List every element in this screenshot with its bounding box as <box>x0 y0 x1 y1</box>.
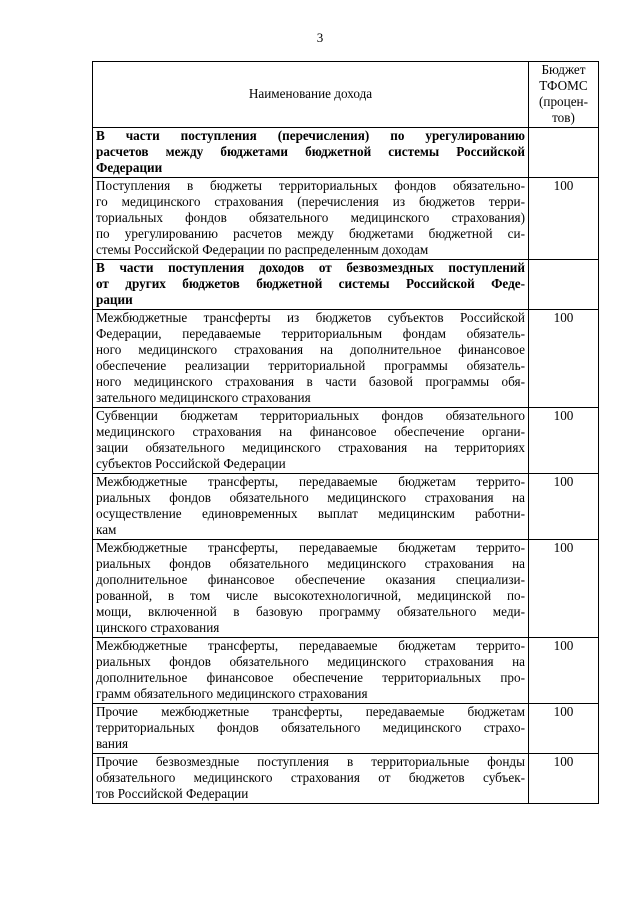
table-row <box>93 178 599 260</box>
page-number: 3 <box>316 30 324 45</box>
table-row <box>93 638 599 704</box>
row-value: 100 <box>529 310 599 408</box>
row-value: 100 <box>529 178 599 260</box>
table-row <box>93 408 599 474</box>
income-item: Межбюджетные трансферты из бюджетов субъектов Российской Федерации, передаваемые территориальным фондам обязатель- ного медицинского страхования на дополнительное финансовое обеспечение реализации территориальной программы обязатель- ного медицинского страхования в части базовой программы обя- зательного медицинского страхования <box>93 310 529 408</box>
header-budget-text: Бюджет ТФОМС (процен- тов) <box>539 62 588 125</box>
row-value: 100 <box>529 474 599 540</box>
income-item: Прочие межбюджетные трансферты, передаваемые бюджетам территориальных фондов обязательного медицинского страхо- вания <box>93 704 529 754</box>
income-item: Прочие безвозмездные поступления в территориальные фонды обязательного медицинского страхования от бюджетов субъек- тов Российской Федерации <box>93 754 529 804</box>
row-value: 100 <box>529 704 599 754</box>
income-item: Межбюджетные трансферты, передаваемые бюджетам террито- риальных фондов обязательного медицинского страхования на осуществление единовременных выплат медицинским работни- кам <box>93 474 529 540</box>
row-value: 100 <box>529 638 599 704</box>
section-heading: В части поступления доходов от безвозмездных поступлений от других бюджетов бюджетной системы Российской Феде- рации <box>93 260 529 310</box>
table-row <box>93 128 599 178</box>
income-item: Межбюджетные трансферты, передаваемые бюджетам террито- риальных фондов обязательного медицинского страхования на дополнительное финансовое обеспечение территориальных про- грамм обязательного медицинского страхования <box>93 638 529 704</box>
header-budget-percent <box>529 62 599 128</box>
table-row <box>93 310 599 408</box>
table-row <box>93 540 599 638</box>
row-value <box>529 128 599 178</box>
row-value <box>529 260 599 310</box>
section-heading: В части поступления (перечисления) по урегулированию расчетов между бюджетами бюджетной системы Российской Федерации <box>93 128 529 178</box>
table-row <box>93 754 599 804</box>
income-item: Субвенции бюджетам территориальных фондов обязательного медицинского страхования на финансовое обеспечение органи- зации обязательного медицинского страхования на территориях субъектов Российской Федерации <box>93 408 529 474</box>
header-income-name: Наименование дохода <box>93 62 529 128</box>
table-row <box>93 704 599 754</box>
table-header-row <box>93 62 599 128</box>
table-row <box>93 260 599 310</box>
row-value: 100 <box>529 754 599 804</box>
row-value: 100 <box>529 408 599 474</box>
income-item: Поступления в бюджеты территориальных фондов обязательно- го медицинского страхования (перечисления из бюджетов терри- ториальных фондов обязательного медицинского страхования) по урегулированию расчетов между бюджетами бюджетной си- стемы Российской Федерации по распределенным доходам <box>93 178 529 260</box>
table-row <box>93 474 599 540</box>
income-item: Межбюджетные трансферты, передаваемые бюджетам террито- риальных фондов обязательного медицинского страхования на дополнительное финансовое обеспечение оказания специализи- рованной, в том числе высокотехнологичной, медицинской по- мощи, включенной в базовую программу обязательного меди- цинского страхования <box>93 540 529 638</box>
row-value: 100 <box>529 540 599 638</box>
income-table <box>92 61 599 804</box>
